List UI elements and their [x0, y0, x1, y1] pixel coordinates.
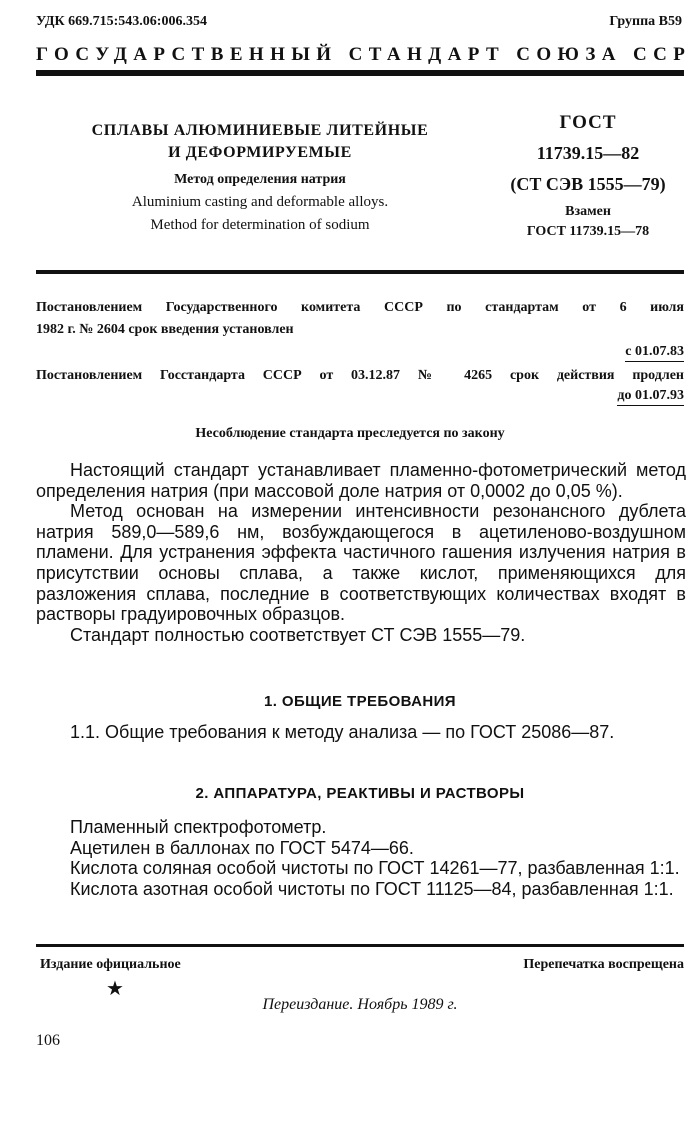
intro-paragraph-1: Настоящий стандарт устанавливает пламенно-фотометрический метод определения натрия (при массовой доле натрия от 0,0002 до 0,05 %). [36, 460, 686, 501]
reagent-item: Пламенный спектрофотометр. [70, 817, 327, 837]
notice: Несоблюдение стандарта преследуется по закону [195, 426, 505, 441]
gost-label: ГОСТ [559, 112, 617, 133]
replaces-label: Взамен [565, 204, 611, 219]
group-code: Группа В59 [609, 14, 682, 29]
intro-paragraph-2: Метод основан на измерении интенсивности резонансного дублета натрия 589,0—589,6 нм, возбуждающегося в ацетиленово-воздушном пламени. Для устранения эффекта частичного гашения излучения натрия в присутствии основы сплава, а также кислот, применяющихся для разложения сплава, последние в соответствующих количествах входят в растворы градуировочных образцов. [36, 501, 686, 625]
gost-block [488, 112, 688, 240]
page-number: 106 [36, 1032, 60, 1049]
footer-divider [36, 944, 684, 947]
decree-line1: Постановлением Государственного комитета СССР по стандартам от 6 июля [36, 300, 684, 315]
title-ru-line1: СПЛАВЫ АЛЮМИНИЕВЫЕ ЛИТЕЙНЫЕ [91, 122, 429, 139]
intro-paragraph-3: Стандарт полностью соответствует СТ СЭВ 1555—79. [70, 624, 526, 645]
gost-sev: (СТ СЭВ 1555—79) [510, 174, 666, 194]
decree-date2: до 01.07.93 [617, 388, 684, 406]
decree-line2: 1982 г. № 2604 срок введения установлен [36, 322, 294, 337]
method-ru: Метод определения натрия [174, 172, 346, 187]
section2-heading: 2. АППАРАТУРА, РЕАКТИВЫ И РАСТВОРЫ [195, 785, 525, 802]
replaces-standard: ГОСТ 11739.15—78 [526, 224, 650, 239]
section1-heading: 1. ОБЩИЕ ТРЕБОВАНИЯ [264, 693, 456, 710]
decree-date1: с 01.07.83 [625, 344, 684, 362]
section2-text [36, 817, 686, 899]
decree-line3: Постановлением Госстандарта СССР от 03.12.87 № 4265 срок действия продлен [36, 368, 684, 383]
title-divider [36, 270, 684, 274]
standard-type: ГОСУДАРСТВЕННЫЙ СТАНДАРТ СОЮЗА ССР [36, 44, 692, 65]
title-ru-line2: И ДЕФОРМИРУЕМЫЕ [168, 144, 352, 161]
reagent-item: Кислота азотная особой чистоты по ГОСТ 11125—84, разбавленная 1:1. [70, 878, 674, 899]
title-en-line2: Method for determination of sodium [150, 217, 370, 233]
top-divider [36, 70, 684, 76]
title-block [40, 120, 480, 234]
gost-number: 11739.15—82 [536, 143, 640, 163]
reagent-item: Кислота соляная особой чистоты по ГОСТ 14261—77, разбавленная 1:1. [70, 858, 680, 879]
intro-text [36, 460, 686, 645]
star-icon: ★ [106, 978, 124, 1000]
reagent-item: Ацетилен в баллонах по ГОСТ 5474—66. [70, 837, 414, 858]
section1-paragraph-1: 1.1. Общие требования к методу анализа — по ГОСТ 25086—87. [70, 722, 615, 742]
section1-text [36, 722, 686, 743]
reissue-note: Переиздание. Ноябрь 1989 г. [262, 996, 458, 1013]
title-en-line1: Aluminium casting and deformable alloys. [131, 194, 389, 210]
official-edition: Издание официальное [40, 957, 181, 972]
no-reprint: Перепечатка воспрещена [523, 957, 684, 972]
udc-code: УДК 669.715:543.06:006.354 [36, 14, 207, 29]
